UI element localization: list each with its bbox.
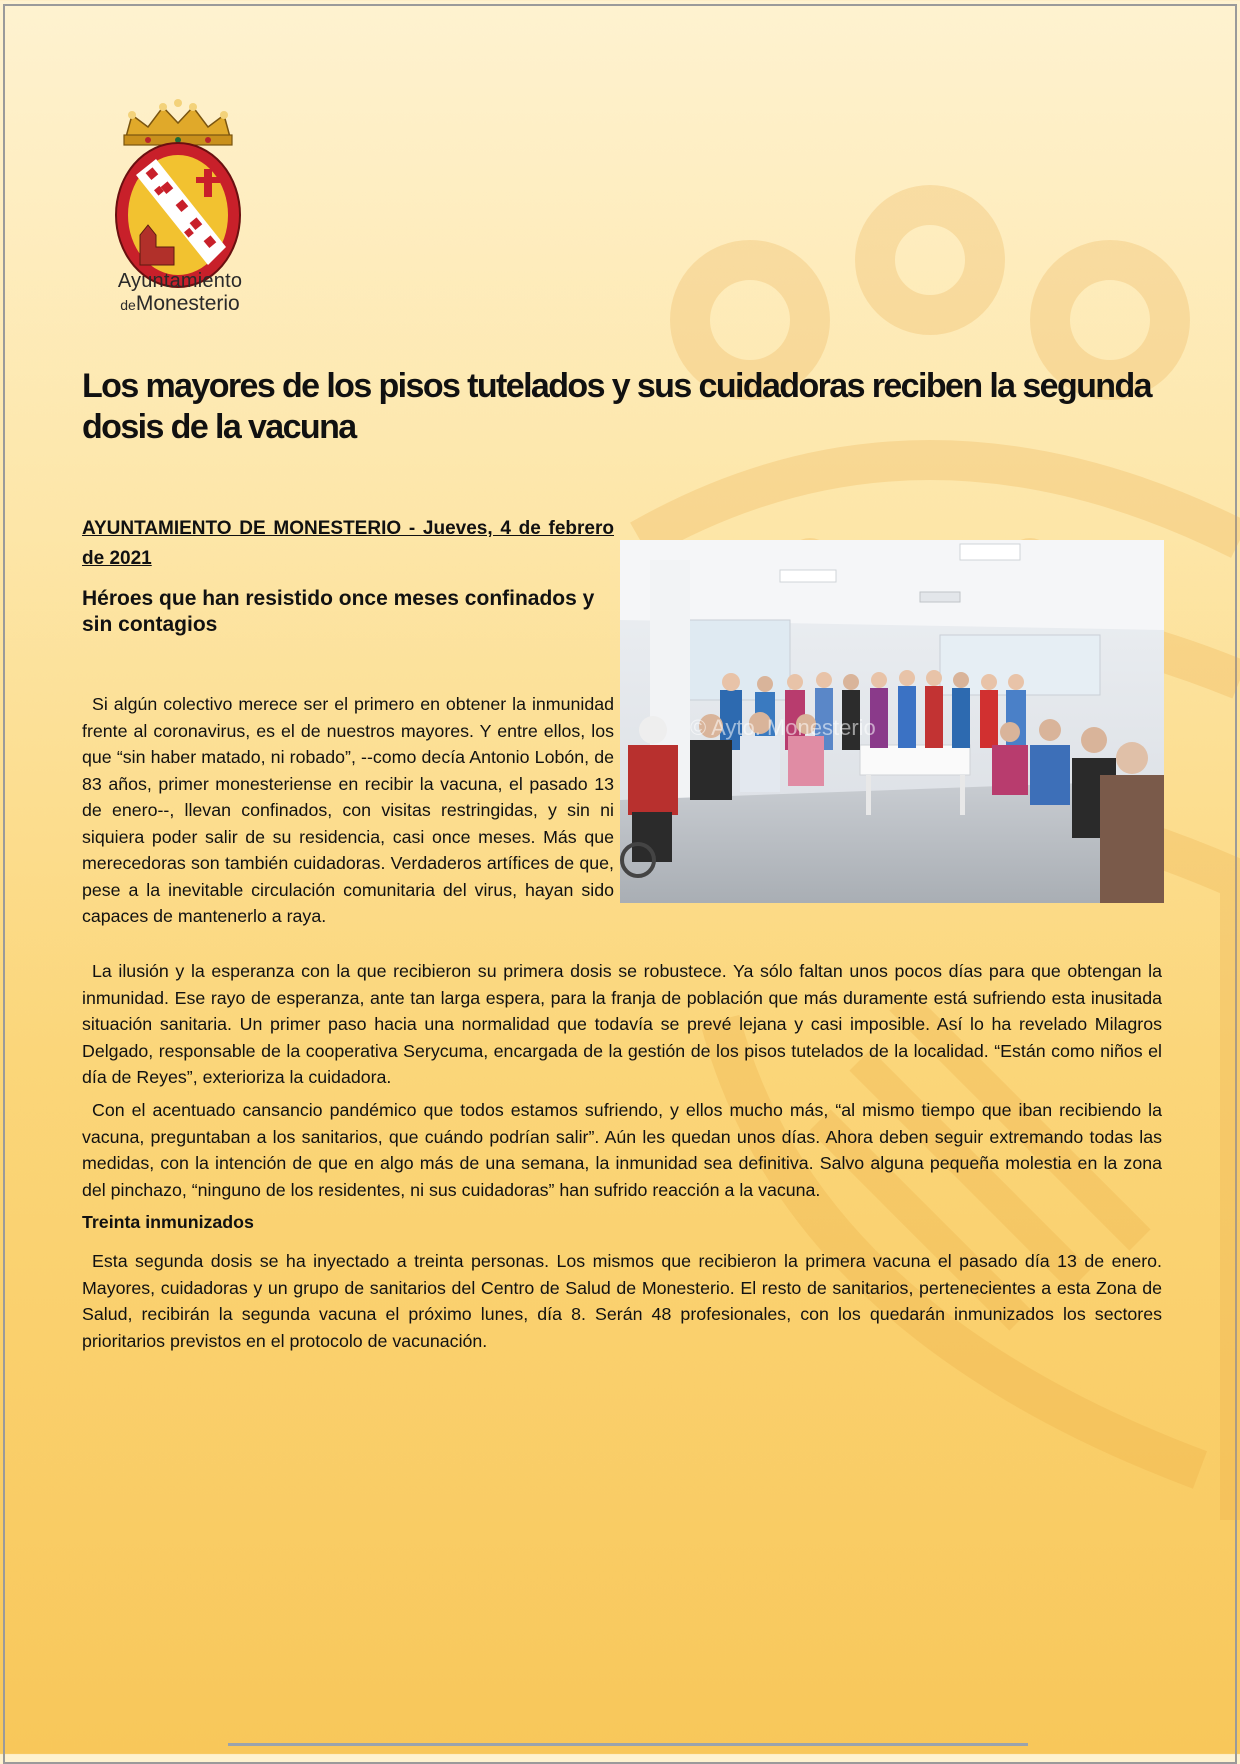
article-title: Los mayores de los pisos tutelados y sus cuidadoras reciben la segunda dosis de la vacuna (82, 367, 1151, 446)
logo-caption-monesterio (110, 292, 250, 316)
logo-caption-main: Monesterio (135, 292, 240, 315)
article-paragraph-2: La ilusión y la esperanza con la que recibieron su primera dosis se robustece. Ya sólo faltan unos pocos días para que obtengan la inmunidad. Ese rayo de esperanza, ante tan larga espera, para la franja de población que más duramente está sufriendo esta inusitada situación sanitaria. Un primer paso hacia una normalidad que todavía se prevé lejana y casi imposible. Así lo ha revelado Milagros Delgado, responsable de la cooperativa Serycuma, encargada de la gestión de los pisos tutelados de la localidad. “Están como niños el día de Reyes”, exterioriza la cuidadora. (82, 961, 1162, 1087)
logo-caption-prefix: de (120, 297, 136, 313)
logo-caption-ayuntamiento: Ayuntamiento (117, 270, 243, 292)
footer-divider (228, 1743, 1028, 1746)
article-byline: AYUNTAMIENTO DE MONESTERIO - Jueves, 4 de febrero de 2021 (82, 518, 614, 569)
article-paragraph-3: Con el acentuado cansancio pandémico que todos estamos sufriendo, y ellos mucho más, “al mismo tiempo que iban recibiendo la vacuna, preguntaban a los sanitarios, que cuándo podrían salir”. Aún les quedan unos días. Ahora deben seguir extremando todas las medidas, con la intención de que en algo más de una semana, la inmunidad sea definitiva. Salvo alguna pequeña molestia en la zona del pinchazo, “ninguno de los residentes, ni sus cuidadoras” han sufrido reacción a la vacuna. (82, 1100, 1162, 1200)
section-paragraph: Esta segunda dosis se ha inyectado a treinta personas. Los mismos que recibieron la primera vacuna el pasado día 13 de enero. Mayores, cuidadoras y un grupo de sanitarios del Centro de Salud de Monesterio. El resto de sanitarios, pertenecientes a esta Zona de Salud, recibirán la segunda vacuna el próximo lunes, día 8. Serán 48 profesionales, con los quedarán inmunizados los sectores prioritarios previstos en el protocolo de vacunación. (82, 1251, 1162, 1351)
article-subtitle: Héroes que han resistido once meses confinados y sin contagios (82, 587, 595, 636)
section-heading: Treinta inmunizados (82, 1212, 254, 1232)
photo-watermark-text: © Ayto. Monesterio (690, 715, 876, 740)
article-paragraph-1: Si algún colectivo merece ser el primero en obtener la inmunidad frente al coronavirus, es el de nuestros mayores. Y entre ellos, los que “sin haber matado, ni robado”, --como decía Antonio Lobón, de 83 años, primer monesteriense en recibir la vacuna, el pasado 13 de enero--, llevan confinados, con visitas restringidas, y sin ni siquiera poder salir de su residencia, casi once meses. Más que merecedoras son también cuidadoras. Verdaderos artífices de que, pese a la inevitable circulación comunitaria del virus, hayan sido capaces de mantenerlo a raya. (82, 694, 614, 926)
article-photo (620, 540, 1164, 903)
